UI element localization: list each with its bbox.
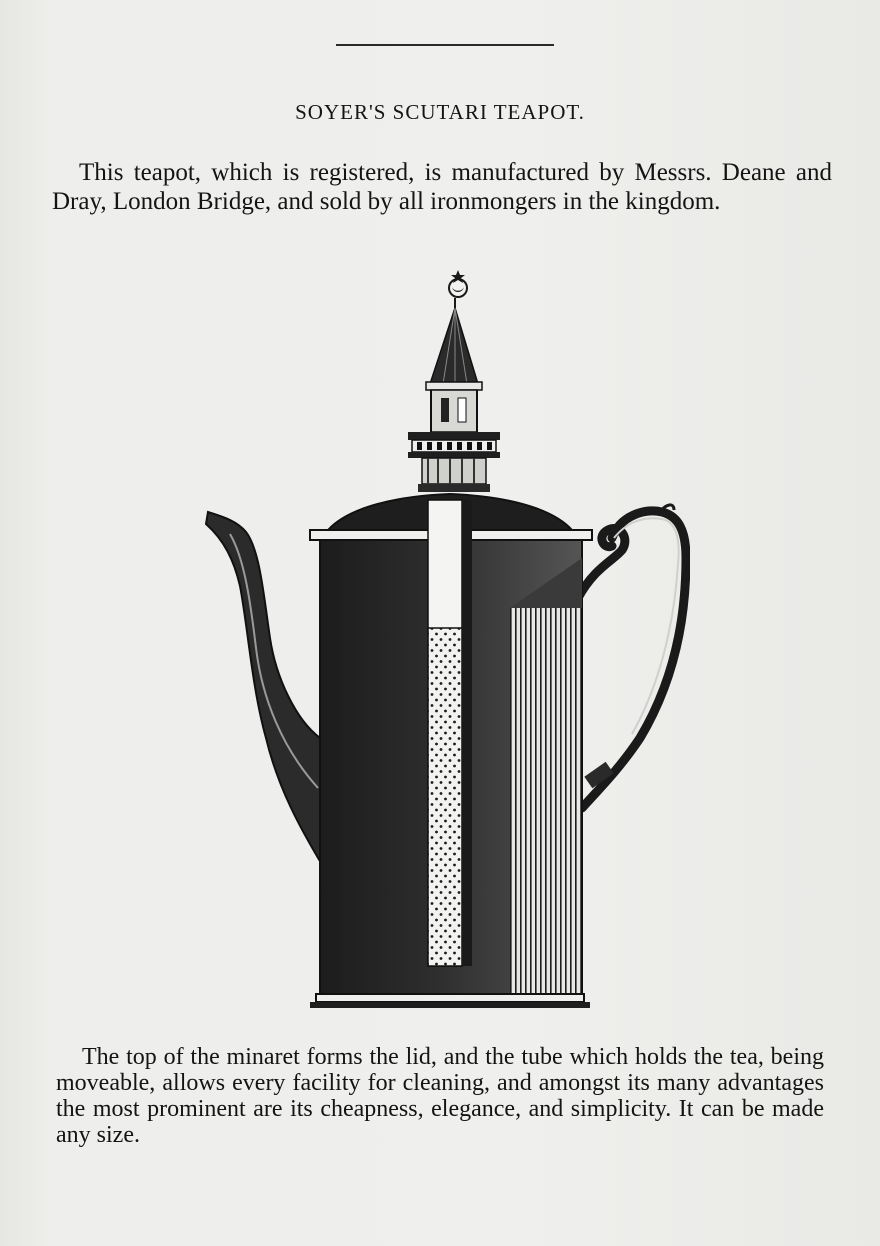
teapot-illustration <box>200 268 690 1012</box>
closing-paragraph: The top of the minaret forms the lid, and the tube which holds the tea, being moveable, allows every facility for cleaning, and amongst its many advantages the most prominent are its cheapness, elegance, and simplicity. It can be made any size. <box>56 1044 824 1148</box>
minaret-lid <box>408 298 500 492</box>
intro-paragraph: This teapot, which is registered, is manufactured by Messrs. Deane and Dray, London Bridge, and sold by all ironmongers in the kingdom. <box>52 159 832 215</box>
teapot-handle <box>578 511 686 808</box>
page-title: SOYER'S SCUTARI TEAPOT. <box>295 100 585 124</box>
teapot-body <box>310 500 592 1008</box>
header-rule <box>336 44 554 46</box>
finial-crescent <box>449 270 467 297</box>
